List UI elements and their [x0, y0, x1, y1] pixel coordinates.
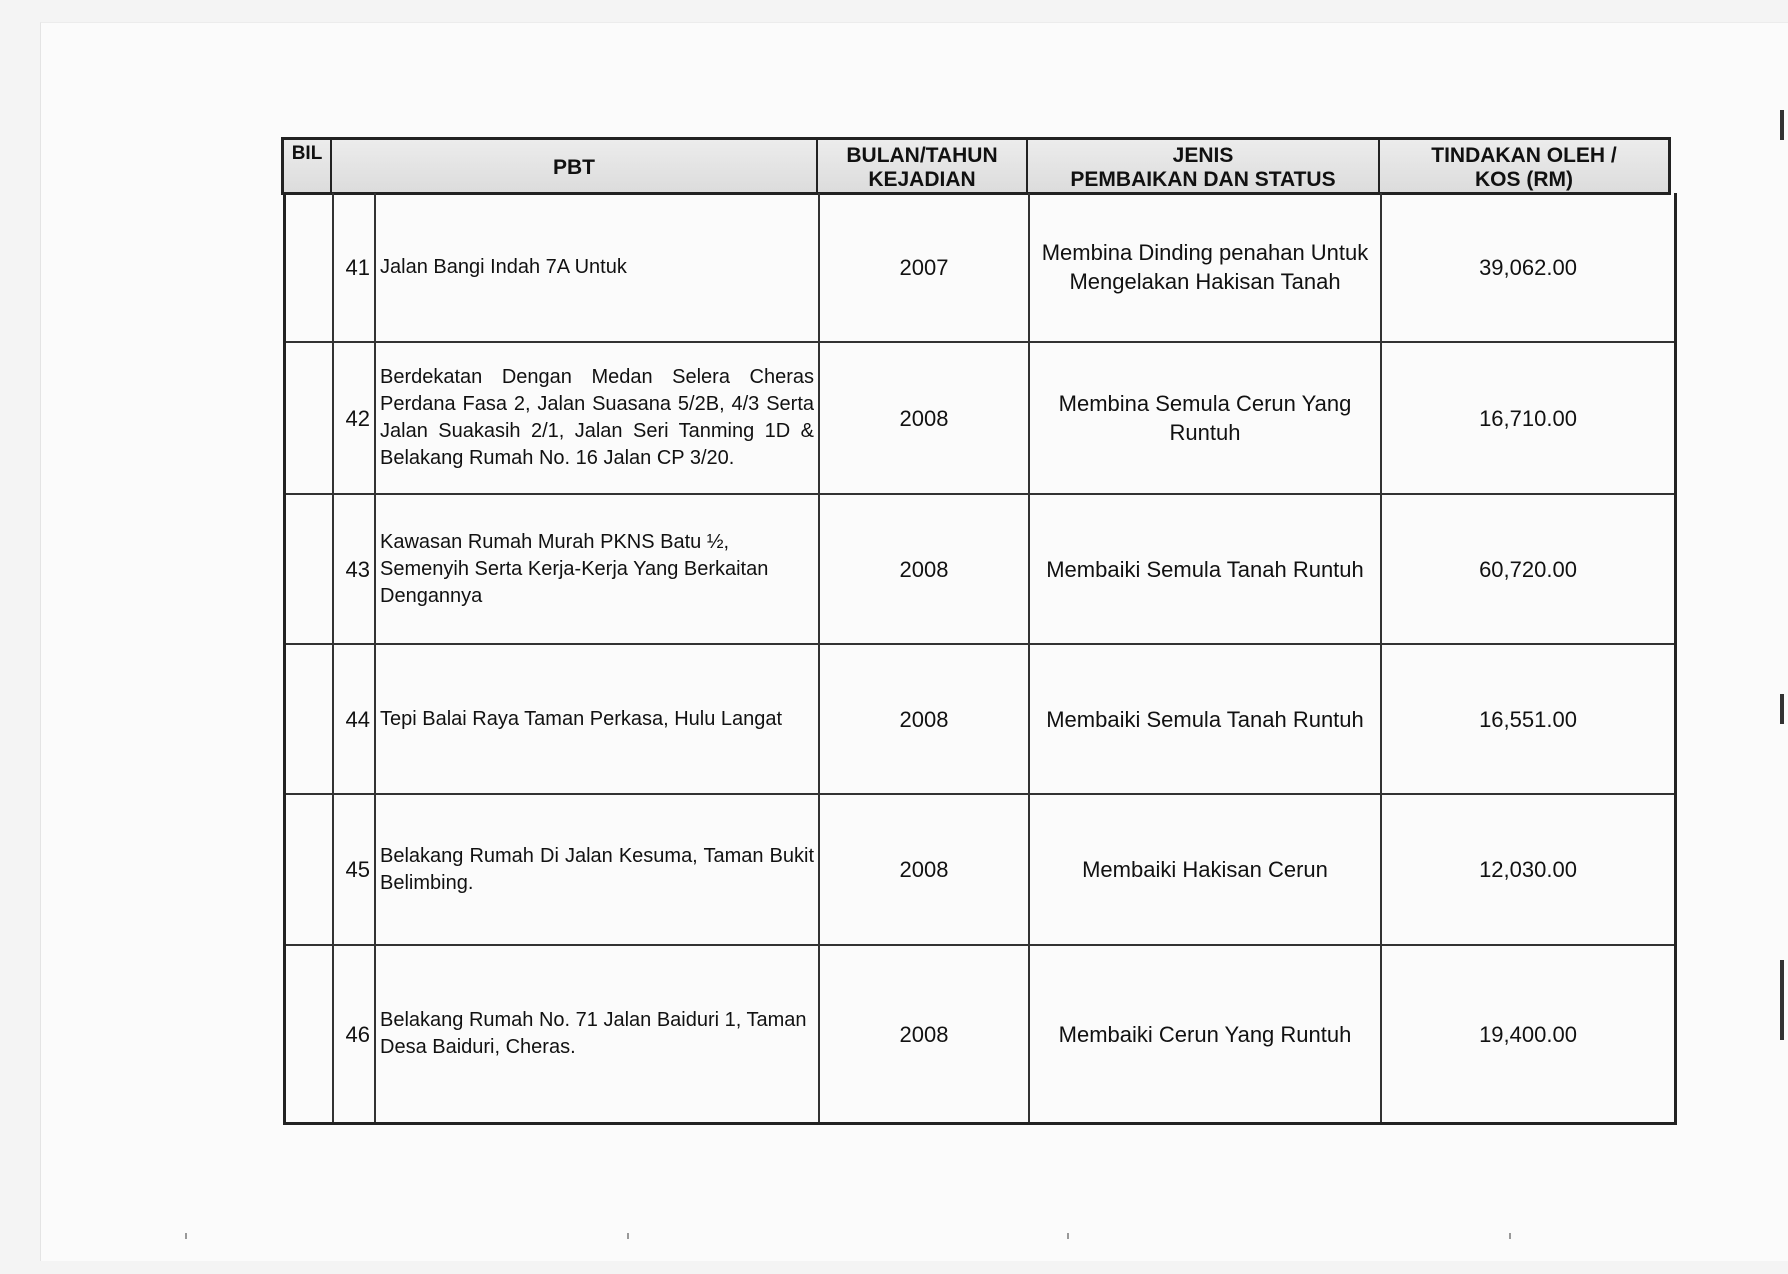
row-cost: 19,400.00 [1479, 1021, 1577, 1047]
header-bil [284, 140, 332, 192]
row-location-text: Belakang Rumah Di Jalan Kesuma, Taman Bukit Belimbing. [380, 844, 814, 894]
table-row [286, 645, 1674, 795]
scan-edge-mark [1780, 694, 1784, 724]
row-number: 42 [334, 343, 376, 493]
bil-blank-cell [286, 946, 334, 1122]
row-cost: 60,720.00 [1479, 556, 1577, 582]
table-row [286, 193, 1674, 343]
scan-edge-mark [1780, 110, 1784, 140]
bil-blank-cell [286, 193, 334, 341]
row-location-text: Jalan Bangi Indah 7A Untuk [380, 255, 627, 278]
row-location [376, 795, 820, 944]
row-year: 2008 [820, 795, 1030, 944]
scan-mark [1509, 1233, 1511, 1239]
document-page [40, 22, 1788, 1261]
row-description: Membina Dinding penahan Untuk Mengelakan Hakisan Tanah [1030, 193, 1382, 341]
table-row [286, 795, 1674, 946]
scan-edge-mark [1780, 960, 1784, 1040]
row-location [376, 343, 820, 493]
repair-table [281, 137, 1671, 1127]
header-bulan-tahun-line-2: KEJADIAN [868, 168, 976, 191]
row-location [376, 495, 820, 643]
row-location [376, 193, 820, 341]
table-row [286, 946, 1674, 1122]
header-bulan-tahun-line-1: BULAN/TAHUN [846, 144, 998, 167]
table-row [286, 343, 1674, 495]
row-year: 2008 [820, 495, 1030, 643]
row-year: 2008 [820, 946, 1030, 1122]
row-description: Membaiki Semula Tanah Runtuh [1030, 645, 1382, 793]
header-tindakan-line-1: TINDAKAN OLEH / [1431, 144, 1617, 167]
row-location-text: Tepi Balai Raya Taman Perkasa, Hulu Langat [380, 707, 783, 730]
header-jenis [1028, 140, 1380, 192]
header-tindakan-line-2: KOS (RM) [1475, 168, 1573, 191]
scan-mark [1067, 1233, 1069, 1239]
row-number: 46 [334, 946, 376, 1122]
row-number: 45 [334, 795, 376, 944]
table-header [281, 137, 1671, 195]
row-location-text: Kawasan Rumah Murah PKNS Batu ½, Semenyih Serta Kerja-Kerja Yang Berkaitan Dengannya [380, 530, 769, 607]
header-jenis-line-1: JENIS [1172, 144, 1234, 167]
row-cost: 16,710.00 [1479, 405, 1577, 431]
row-location [376, 645, 820, 793]
row-year: 2008 [820, 343, 1030, 493]
row-number: 41 [334, 193, 376, 341]
row-description: Membaiki Semula Tanah Runtuh [1030, 495, 1382, 643]
header-bil-label: BIL [291, 143, 323, 164]
row-cost: 39,062.00 [1479, 254, 1577, 280]
header-jenis-line-2: PEMBAIKAN DAN STATUS [1070, 168, 1336, 191]
table-body [283, 193, 1677, 1125]
row-cost: 12,030.00 [1479, 857, 1577, 882]
table-row [286, 495, 1674, 645]
header-pbt-label: PBT [553, 156, 595, 179]
scan-mark [627, 1233, 629, 1239]
row-number: 43 [334, 495, 376, 643]
row-number: 44 [334, 645, 376, 793]
row-year: 2008 [820, 645, 1030, 793]
header-tindakan [1380, 140, 1668, 192]
row-description: Membaiki Hakisan Cerun [1030, 795, 1382, 944]
row-description: Membina Semula Cerun Yang Runtuh [1030, 343, 1382, 493]
bil-blank-cell [286, 795, 334, 944]
row-year: 2007 [820, 193, 1030, 341]
row-cost: 16,551.00 [1479, 706, 1577, 732]
row-location [376, 946, 820, 1122]
bil-blank-cell [286, 343, 334, 493]
row-location-text: Belakang Rumah No. 71 Jalan Baiduri 1, Taman Desa Baiduri, Cheras. [380, 1009, 807, 1058]
scan-mark [185, 1233, 187, 1239]
header-pbt [332, 140, 818, 192]
row-description: Membaiki Cerun Yang Runtuh [1030, 946, 1382, 1122]
bil-blank-cell [286, 645, 334, 793]
row-location-text: Berdekatan Dengan Medan Selera Cheras Perdana Fasa 2, Jalan Suasana 5/2B, 4/3 Serta Jalan Suakasih 2/1, Jalan Seri Tanming 1D & Belakang Rumah No. 16 Jalan CP 3/20. [380, 366, 814, 469]
bil-blank-cell [286, 495, 334, 643]
header-bulan-tahun [818, 140, 1028, 192]
